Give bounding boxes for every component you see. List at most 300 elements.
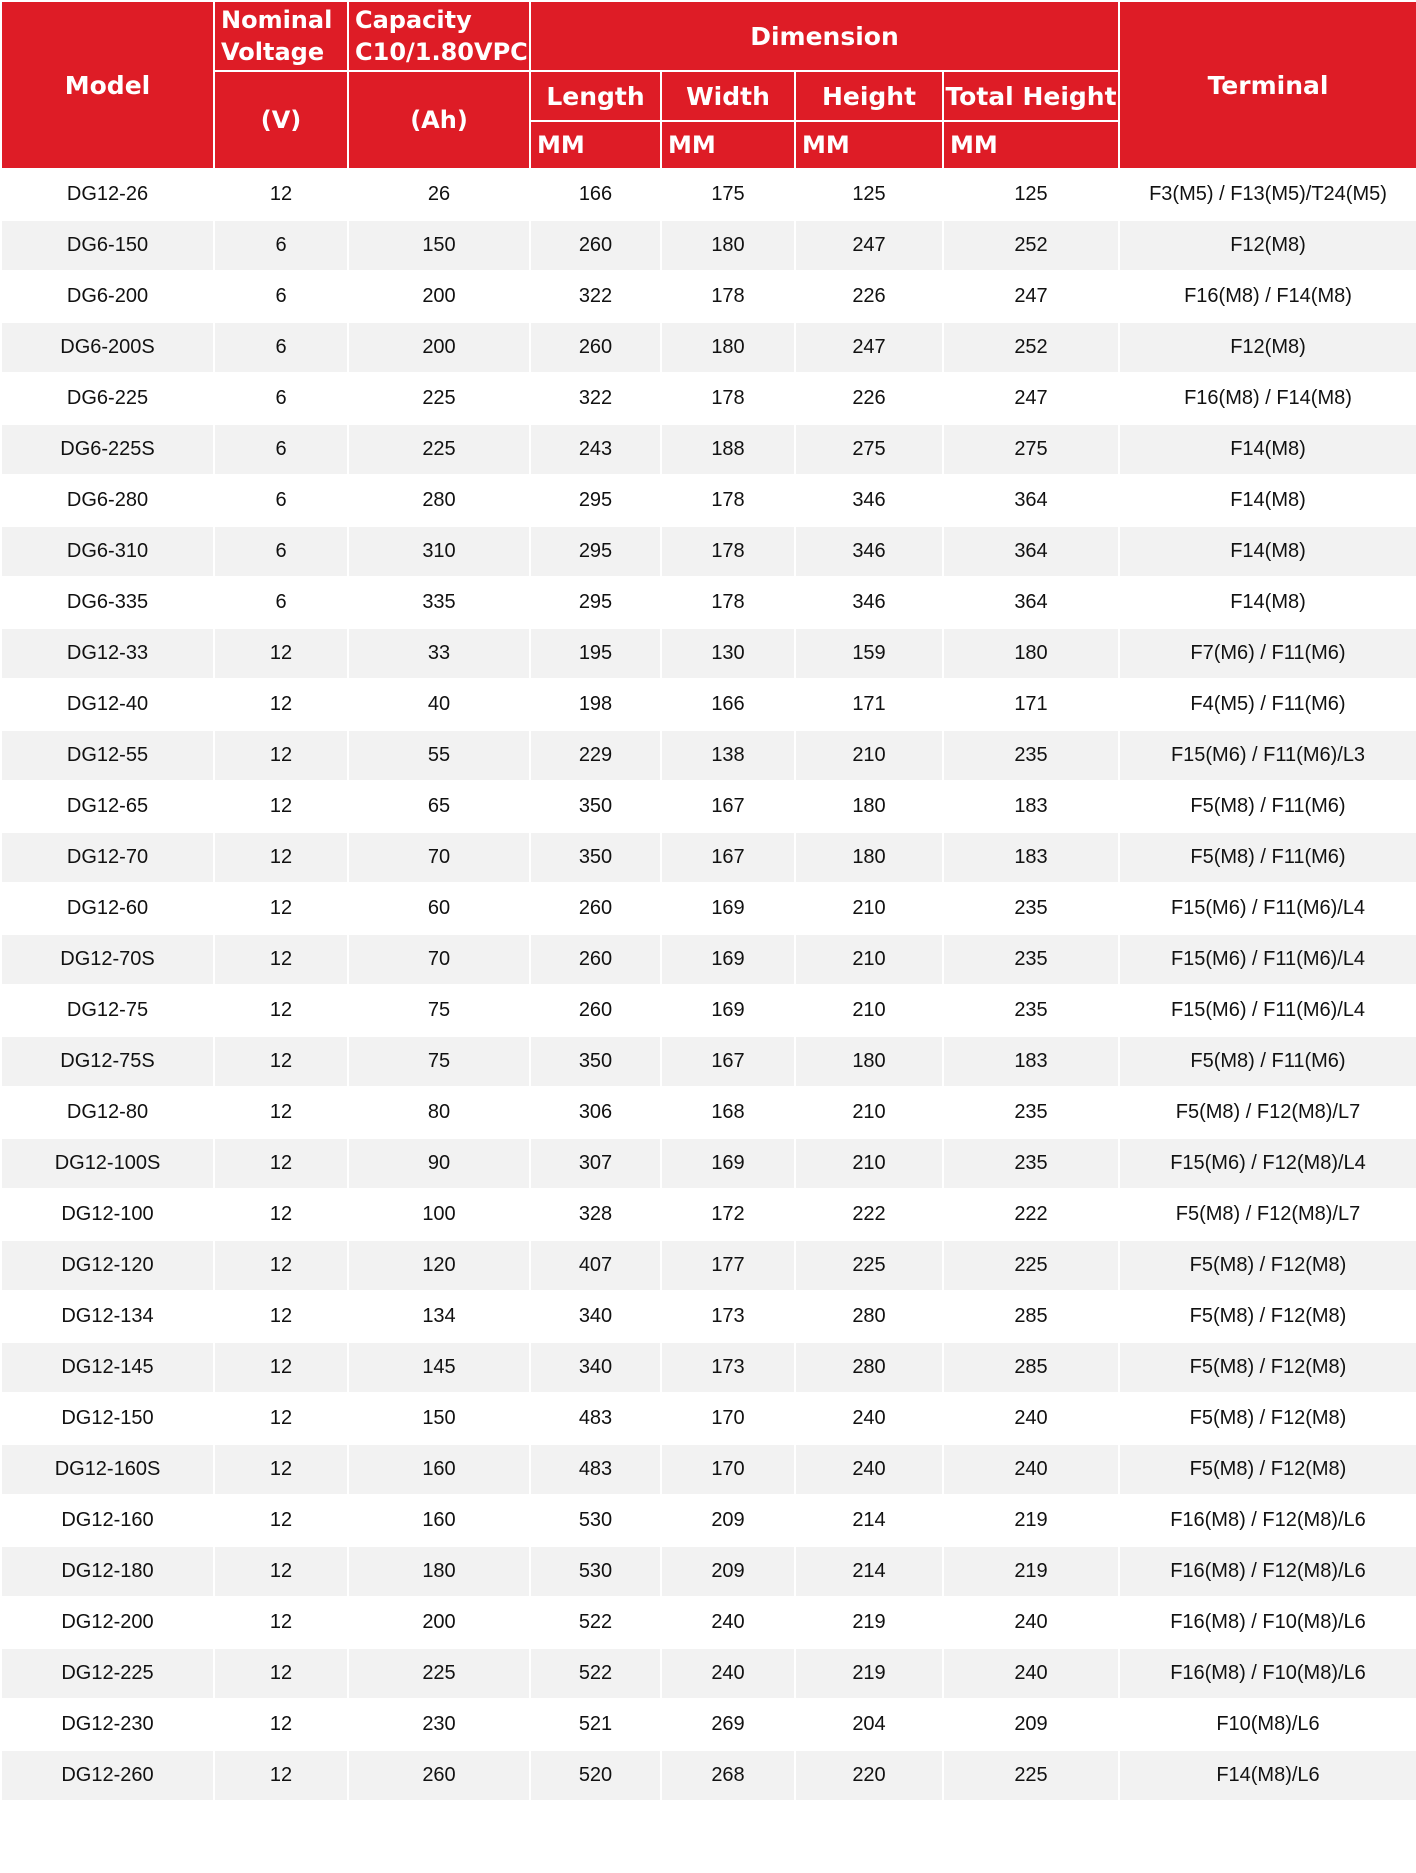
- cell-length: 198: [530, 679, 661, 730]
- cell-total-height: 183: [943, 781, 1119, 832]
- cell-total-height: 183: [943, 1036, 1119, 1087]
- cell-total-height: 252: [943, 220, 1119, 271]
- table-row: [1, 577, 1416, 628]
- cell-width: 240: [661, 1597, 795, 1648]
- cell-voltage: 12: [214, 730, 348, 781]
- cell-length: 328: [530, 1189, 661, 1240]
- cell-model: DG12-145: [1, 1342, 214, 1393]
- cell-capacity: 70: [348, 832, 530, 883]
- cell-terminal: F5(M8) / F12(M8): [1119, 1393, 1416, 1444]
- cell-length: 260: [530, 934, 661, 985]
- cell-total-height: 235: [943, 883, 1119, 934]
- cell-height: 226: [795, 373, 943, 424]
- header-height: Height: [795, 71, 943, 121]
- cell-model: DG12-225: [1, 1648, 214, 1699]
- cell-terminal: F15(M6) / F11(M6)/L4: [1119, 985, 1416, 1036]
- cell-terminal: F14(M8): [1119, 475, 1416, 526]
- table-row: [1, 1648, 1416, 1699]
- cell-terminal: F5(M8) / F12(M8): [1119, 1240, 1416, 1291]
- table-row: [1, 169, 1416, 220]
- cell-voltage: 6: [214, 373, 348, 424]
- cell-terminal: F14(M8): [1119, 424, 1416, 475]
- cell-total-height: 222: [943, 1189, 1119, 1240]
- cell-terminal: F15(M6) / F11(M6)/L4: [1119, 883, 1416, 934]
- cell-capacity: 225: [348, 373, 530, 424]
- cell-capacity: 200: [348, 1597, 530, 1648]
- cell-model: DG12-65: [1, 781, 214, 832]
- cell-model: DG6-150: [1, 220, 214, 271]
- cell-terminal: F3(M5) / F13(M5)/T24(M5): [1119, 169, 1416, 220]
- cell-model: DG12-200: [1, 1597, 214, 1648]
- cell-height: 210: [795, 730, 943, 781]
- cell-total-height: 225: [943, 1750, 1119, 1801]
- cell-length: 522: [530, 1597, 661, 1648]
- cell-total-height: 275: [943, 424, 1119, 475]
- cell-model: DG6-335: [1, 577, 214, 628]
- cell-width: 180: [661, 322, 795, 373]
- table-row: [1, 883, 1416, 934]
- cell-width: 168: [661, 1087, 795, 1138]
- cell-terminal: F15(M6) / F11(M6)/L4: [1119, 934, 1416, 985]
- cell-voltage: 6: [214, 577, 348, 628]
- cell-capacity: 75: [348, 1036, 530, 1087]
- cell-terminal: F5(M8) / F12(M8): [1119, 1444, 1416, 1495]
- cell-capacity: 335: [348, 577, 530, 628]
- cell-width: 209: [661, 1495, 795, 1546]
- cell-height: 222: [795, 1189, 943, 1240]
- cell-length: 166: [530, 169, 661, 220]
- cell-width: 169: [661, 934, 795, 985]
- cell-length: 522: [530, 1648, 661, 1699]
- header-terminal: Terminal: [1119, 1, 1416, 169]
- cell-model: DG12-160: [1, 1495, 214, 1546]
- cell-width: 268: [661, 1750, 795, 1801]
- cell-width: 178: [661, 475, 795, 526]
- cell-terminal: F5(M8) / F12(M8)/L7: [1119, 1087, 1416, 1138]
- cell-model: DG12-180: [1, 1546, 214, 1597]
- cell-length: 350: [530, 781, 661, 832]
- cell-total-height: 247: [943, 271, 1119, 322]
- cell-model: DG6-225S: [1, 424, 214, 475]
- cell-total-height: 183: [943, 832, 1119, 883]
- cell-width: 180: [661, 220, 795, 271]
- cell-capacity: 260: [348, 1750, 530, 1801]
- cell-model: DG12-75: [1, 985, 214, 1036]
- table-row: [1, 220, 1416, 271]
- cell-voltage: 12: [214, 1138, 348, 1189]
- cell-length: 306: [530, 1087, 661, 1138]
- table-row: [1, 1750, 1416, 1801]
- cell-voltage: 12: [214, 1342, 348, 1393]
- cell-voltage: 12: [214, 1648, 348, 1699]
- header-capacity-unit: (Ah): [348, 71, 530, 169]
- table-row: [1, 1291, 1416, 1342]
- cell-capacity: 230: [348, 1699, 530, 1750]
- cell-height: 159: [795, 628, 943, 679]
- cell-model: DG12-134: [1, 1291, 214, 1342]
- cell-width: 167: [661, 1036, 795, 1087]
- header-total-height-unit: MM: [943, 121, 1119, 169]
- cell-total-height: 235: [943, 1138, 1119, 1189]
- cell-model: DG12-55: [1, 730, 214, 781]
- cell-total-height: 209: [943, 1699, 1119, 1750]
- cell-capacity: 80: [348, 1087, 530, 1138]
- cell-height: 171: [795, 679, 943, 730]
- cell-voltage: 12: [214, 628, 348, 679]
- cell-width: 170: [661, 1444, 795, 1495]
- cell-total-height: 171: [943, 679, 1119, 730]
- cell-height: 275: [795, 424, 943, 475]
- table-row: [1, 730, 1416, 781]
- table-row: [1, 934, 1416, 985]
- cell-height: 210: [795, 1087, 943, 1138]
- cell-height: 280: [795, 1342, 943, 1393]
- cell-width: 188: [661, 424, 795, 475]
- header-width-unit: MM: [661, 121, 795, 169]
- cell-model: DG6-200: [1, 271, 214, 322]
- cell-capacity: 150: [348, 1393, 530, 1444]
- cell-voltage: 12: [214, 1240, 348, 1291]
- cell-model: DG12-60: [1, 883, 214, 934]
- cell-voltage: 6: [214, 475, 348, 526]
- cell-width: 166: [661, 679, 795, 730]
- cell-width: 178: [661, 271, 795, 322]
- cell-capacity: 75: [348, 985, 530, 1036]
- cell-width: 178: [661, 373, 795, 424]
- cell-capacity: 310: [348, 526, 530, 577]
- cell-terminal: F16(M8) / F12(M8)/L6: [1119, 1546, 1416, 1597]
- cell-total-height: 225: [943, 1240, 1119, 1291]
- cell-capacity: 200: [348, 271, 530, 322]
- table-row: [1, 1597, 1416, 1648]
- cell-height: 210: [795, 1138, 943, 1189]
- cell-length: 260: [530, 220, 661, 271]
- cell-width: 169: [661, 883, 795, 934]
- cell-model: DG12-160S: [1, 1444, 214, 1495]
- header-total-height: Total Height: [943, 71, 1119, 121]
- header-width: Width: [661, 71, 795, 121]
- cell-width: 178: [661, 526, 795, 577]
- cell-height: 247: [795, 322, 943, 373]
- cell-capacity: 40: [348, 679, 530, 730]
- cell-length: 260: [530, 883, 661, 934]
- cell-total-height: 235: [943, 730, 1119, 781]
- cell-total-height: 252: [943, 322, 1119, 373]
- cell-model: DG12-70S: [1, 934, 214, 985]
- cell-capacity: 180: [348, 1546, 530, 1597]
- cell-capacity: 160: [348, 1495, 530, 1546]
- cell-capacity: 225: [348, 424, 530, 475]
- cell-model: DG12-70: [1, 832, 214, 883]
- cell-length: 407: [530, 1240, 661, 1291]
- header-height-unit: MM: [795, 121, 943, 169]
- cell-total-height: 240: [943, 1597, 1119, 1648]
- cell-height: 225: [795, 1240, 943, 1291]
- table-row: [1, 1699, 1416, 1750]
- cell-length: 530: [530, 1495, 661, 1546]
- cell-voltage: 12: [214, 1087, 348, 1138]
- cell-width: 178: [661, 577, 795, 628]
- cell-length: 350: [530, 1036, 661, 1087]
- cell-terminal: F4(M5) / F11(M6): [1119, 679, 1416, 730]
- cell-total-height: 235: [943, 1087, 1119, 1138]
- cell-capacity: 150: [348, 220, 530, 271]
- cell-terminal: F15(M6) / F11(M6)/L3: [1119, 730, 1416, 781]
- cell-terminal: F16(M8) / F10(M8)/L6: [1119, 1648, 1416, 1699]
- cell-length: 260: [530, 322, 661, 373]
- table-row: [1, 1342, 1416, 1393]
- cell-height: 219: [795, 1597, 943, 1648]
- cell-capacity: 160: [348, 1444, 530, 1495]
- cell-model: DG12-100S: [1, 1138, 214, 1189]
- cell-terminal: F5(M8) / F12(M8): [1119, 1291, 1416, 1342]
- cell-model: DG12-120: [1, 1240, 214, 1291]
- cell-total-height: 235: [943, 985, 1119, 1036]
- cell-length: 243: [530, 424, 661, 475]
- cell-height: 204: [795, 1699, 943, 1750]
- cell-capacity: 200: [348, 322, 530, 373]
- cell-model: DG6-310: [1, 526, 214, 577]
- table-row: [1, 373, 1416, 424]
- cell-length: 295: [530, 475, 661, 526]
- cell-total-height: 125: [943, 169, 1119, 220]
- cell-width: 169: [661, 985, 795, 1036]
- table-row: [1, 628, 1416, 679]
- cell-terminal: F5(M8) / F12(M8): [1119, 1342, 1416, 1393]
- cell-voltage: 12: [214, 934, 348, 985]
- cell-width: 175: [661, 169, 795, 220]
- cell-terminal: F16(M8) / F14(M8): [1119, 271, 1416, 322]
- cell-total-height: 285: [943, 1342, 1119, 1393]
- cell-height: 180: [795, 1036, 943, 1087]
- cell-height: 226: [795, 271, 943, 322]
- cell-length: 322: [530, 271, 661, 322]
- cell-voltage: 6: [214, 322, 348, 373]
- cell-total-height: 180: [943, 628, 1119, 679]
- cell-capacity: 100: [348, 1189, 530, 1240]
- table-row: [1, 526, 1416, 577]
- cell-voltage: 12: [214, 1189, 348, 1240]
- table-row: [1, 1393, 1416, 1444]
- cell-width: 172: [661, 1189, 795, 1240]
- cell-model: DG12-230: [1, 1699, 214, 1750]
- cell-total-height: 364: [943, 475, 1119, 526]
- cell-capacity: 65: [348, 781, 530, 832]
- table-row: [1, 475, 1416, 526]
- cell-voltage: 12: [214, 1393, 348, 1444]
- cell-width: 177: [661, 1240, 795, 1291]
- cell-length: 350: [530, 832, 661, 883]
- table-body: [1, 169, 1416, 1801]
- cell-model: DG12-75S: [1, 1036, 214, 1087]
- cell-model: DG12-33: [1, 628, 214, 679]
- cell-height: 214: [795, 1495, 943, 1546]
- cell-height: 180: [795, 832, 943, 883]
- cell-length: 260: [530, 985, 661, 1036]
- cell-height: 247: [795, 220, 943, 271]
- cell-terminal: F12(M8): [1119, 322, 1416, 373]
- cell-height: 219: [795, 1648, 943, 1699]
- cell-total-height: 364: [943, 526, 1119, 577]
- cell-terminal: F5(M8) / F11(M6): [1119, 1036, 1416, 1087]
- cell-terminal: F15(M6) / F12(M8)/L4: [1119, 1138, 1416, 1189]
- cell-total-height: 235: [943, 934, 1119, 985]
- cell-voltage: 12: [214, 169, 348, 220]
- table-row: [1, 1138, 1416, 1189]
- cell-total-height: 247: [943, 373, 1119, 424]
- cell-model: DG12-100: [1, 1189, 214, 1240]
- cell-capacity: 26: [348, 169, 530, 220]
- cell-capacity: 120: [348, 1240, 530, 1291]
- table-row: [1, 424, 1416, 475]
- cell-height: 210: [795, 883, 943, 934]
- cell-capacity: 145: [348, 1342, 530, 1393]
- cell-terminal: F5(M8) / F11(M6): [1119, 781, 1416, 832]
- header-dimension: Dimension: [530, 1, 1119, 71]
- cell-terminal: F14(M8): [1119, 577, 1416, 628]
- cell-voltage: 12: [214, 1444, 348, 1495]
- cell-voltage: 12: [214, 1291, 348, 1342]
- cell-length: 483: [530, 1444, 661, 1495]
- cell-height: 280: [795, 1291, 943, 1342]
- cell-length: 340: [530, 1291, 661, 1342]
- cell-height: 210: [795, 934, 943, 985]
- table-row: [1, 322, 1416, 373]
- cell-width: 138: [661, 730, 795, 781]
- cell-width: 173: [661, 1342, 795, 1393]
- cell-length: 520: [530, 1750, 661, 1801]
- cell-width: 169: [661, 1138, 795, 1189]
- cell-capacity: 225: [348, 1648, 530, 1699]
- cell-model: DG12-260: [1, 1750, 214, 1801]
- cell-terminal: F7(M6) / F11(M6): [1119, 628, 1416, 679]
- cell-voltage: 6: [214, 526, 348, 577]
- cell-length: 322: [530, 373, 661, 424]
- cell-width: 173: [661, 1291, 795, 1342]
- cell-length: 307: [530, 1138, 661, 1189]
- table-row: [1, 1087, 1416, 1138]
- cell-length: 483: [530, 1393, 661, 1444]
- cell-voltage: 12: [214, 1750, 348, 1801]
- cell-voltage: 6: [214, 424, 348, 475]
- cell-terminal: F5(M8) / F11(M6): [1119, 832, 1416, 883]
- header-length: Length: [530, 71, 661, 121]
- cell-model: DG12-40: [1, 679, 214, 730]
- cell-voltage: 12: [214, 1699, 348, 1750]
- cell-width: 130: [661, 628, 795, 679]
- table-row: [1, 679, 1416, 730]
- cell-voltage: 6: [214, 220, 348, 271]
- cell-total-height: 240: [943, 1393, 1119, 1444]
- cell-voltage: 12: [214, 1495, 348, 1546]
- cell-width: 240: [661, 1648, 795, 1699]
- cell-terminal: F14(M8): [1119, 526, 1416, 577]
- cell-length: 530: [530, 1546, 661, 1597]
- cell-voltage: 12: [214, 781, 348, 832]
- cell-terminal: F16(M8) / F14(M8): [1119, 373, 1416, 424]
- table-header: [1, 1, 1416, 169]
- cell-capacity: 33: [348, 628, 530, 679]
- cell-width: 170: [661, 1393, 795, 1444]
- cell-length: 521: [530, 1699, 661, 1750]
- cell-height: 346: [795, 577, 943, 628]
- cell-width: 167: [661, 781, 795, 832]
- cell-total-height: 240: [943, 1444, 1119, 1495]
- cell-length: 195: [530, 628, 661, 679]
- header-capacity: Capacity C10/1.80VPC: [348, 1, 530, 71]
- cell-capacity: 280: [348, 475, 530, 526]
- cell-capacity: 90: [348, 1138, 530, 1189]
- table-row: [1, 1444, 1416, 1495]
- cell-total-height: 364: [943, 577, 1119, 628]
- cell-voltage: 12: [214, 985, 348, 1036]
- cell-width: 269: [661, 1699, 795, 1750]
- header-length-unit: MM: [530, 121, 661, 169]
- table-row: [1, 1240, 1416, 1291]
- cell-height: 220: [795, 1750, 943, 1801]
- cell-capacity: 60: [348, 883, 530, 934]
- cell-model: DG6-225: [1, 373, 214, 424]
- cell-total-height: 219: [943, 1495, 1119, 1546]
- cell-voltage: 12: [214, 679, 348, 730]
- cell-voltage: 12: [214, 883, 348, 934]
- cell-terminal: F16(M8) / F10(M8)/L6: [1119, 1597, 1416, 1648]
- header-nominal-voltage: Nominal Voltage: [214, 1, 348, 71]
- cell-capacity: 55: [348, 730, 530, 781]
- table-row: [1, 1495, 1416, 1546]
- table-row: [1, 832, 1416, 883]
- cell-height: 240: [795, 1393, 943, 1444]
- cell-total-height: 219: [943, 1546, 1119, 1597]
- cell-total-height: 240: [943, 1648, 1119, 1699]
- table-row: [1, 781, 1416, 832]
- table-row: [1, 1546, 1416, 1597]
- cell-terminal: F14(M8)/L6: [1119, 1750, 1416, 1801]
- cell-model: DG12-26: [1, 169, 214, 220]
- cell-model: DG12-150: [1, 1393, 214, 1444]
- cell-voltage: 12: [214, 1546, 348, 1597]
- cell-voltage: 12: [214, 1036, 348, 1087]
- cell-height: 346: [795, 475, 943, 526]
- cell-width: 167: [661, 832, 795, 883]
- cell-model: DG6-280: [1, 475, 214, 526]
- cell-terminal: F16(M8) / F12(M8)/L6: [1119, 1495, 1416, 1546]
- cell-voltage: 12: [214, 1597, 348, 1648]
- table-row: [1, 1036, 1416, 1087]
- header-model: Model: [1, 1, 214, 169]
- cell-length: 295: [530, 526, 661, 577]
- cell-height: 125: [795, 169, 943, 220]
- cell-total-height: 285: [943, 1291, 1119, 1342]
- cell-terminal: F10(M8)/L6: [1119, 1699, 1416, 1750]
- cell-width: 209: [661, 1546, 795, 1597]
- cell-height: 240: [795, 1444, 943, 1495]
- cell-length: 295: [530, 577, 661, 628]
- header-voltage-unit: (V): [214, 71, 348, 169]
- cell-voltage: 12: [214, 832, 348, 883]
- cell-height: 346: [795, 526, 943, 577]
- cell-capacity: 134: [348, 1291, 530, 1342]
- cell-model: DG6-200S: [1, 322, 214, 373]
- cell-height: 214: [795, 1546, 943, 1597]
- table-row: [1, 271, 1416, 322]
- table-row: [1, 985, 1416, 1036]
- cell-height: 210: [795, 985, 943, 1036]
- cell-model: DG12-80: [1, 1087, 214, 1138]
- table-row: [1, 1189, 1416, 1240]
- cell-capacity: 70: [348, 934, 530, 985]
- cell-length: 340: [530, 1342, 661, 1393]
